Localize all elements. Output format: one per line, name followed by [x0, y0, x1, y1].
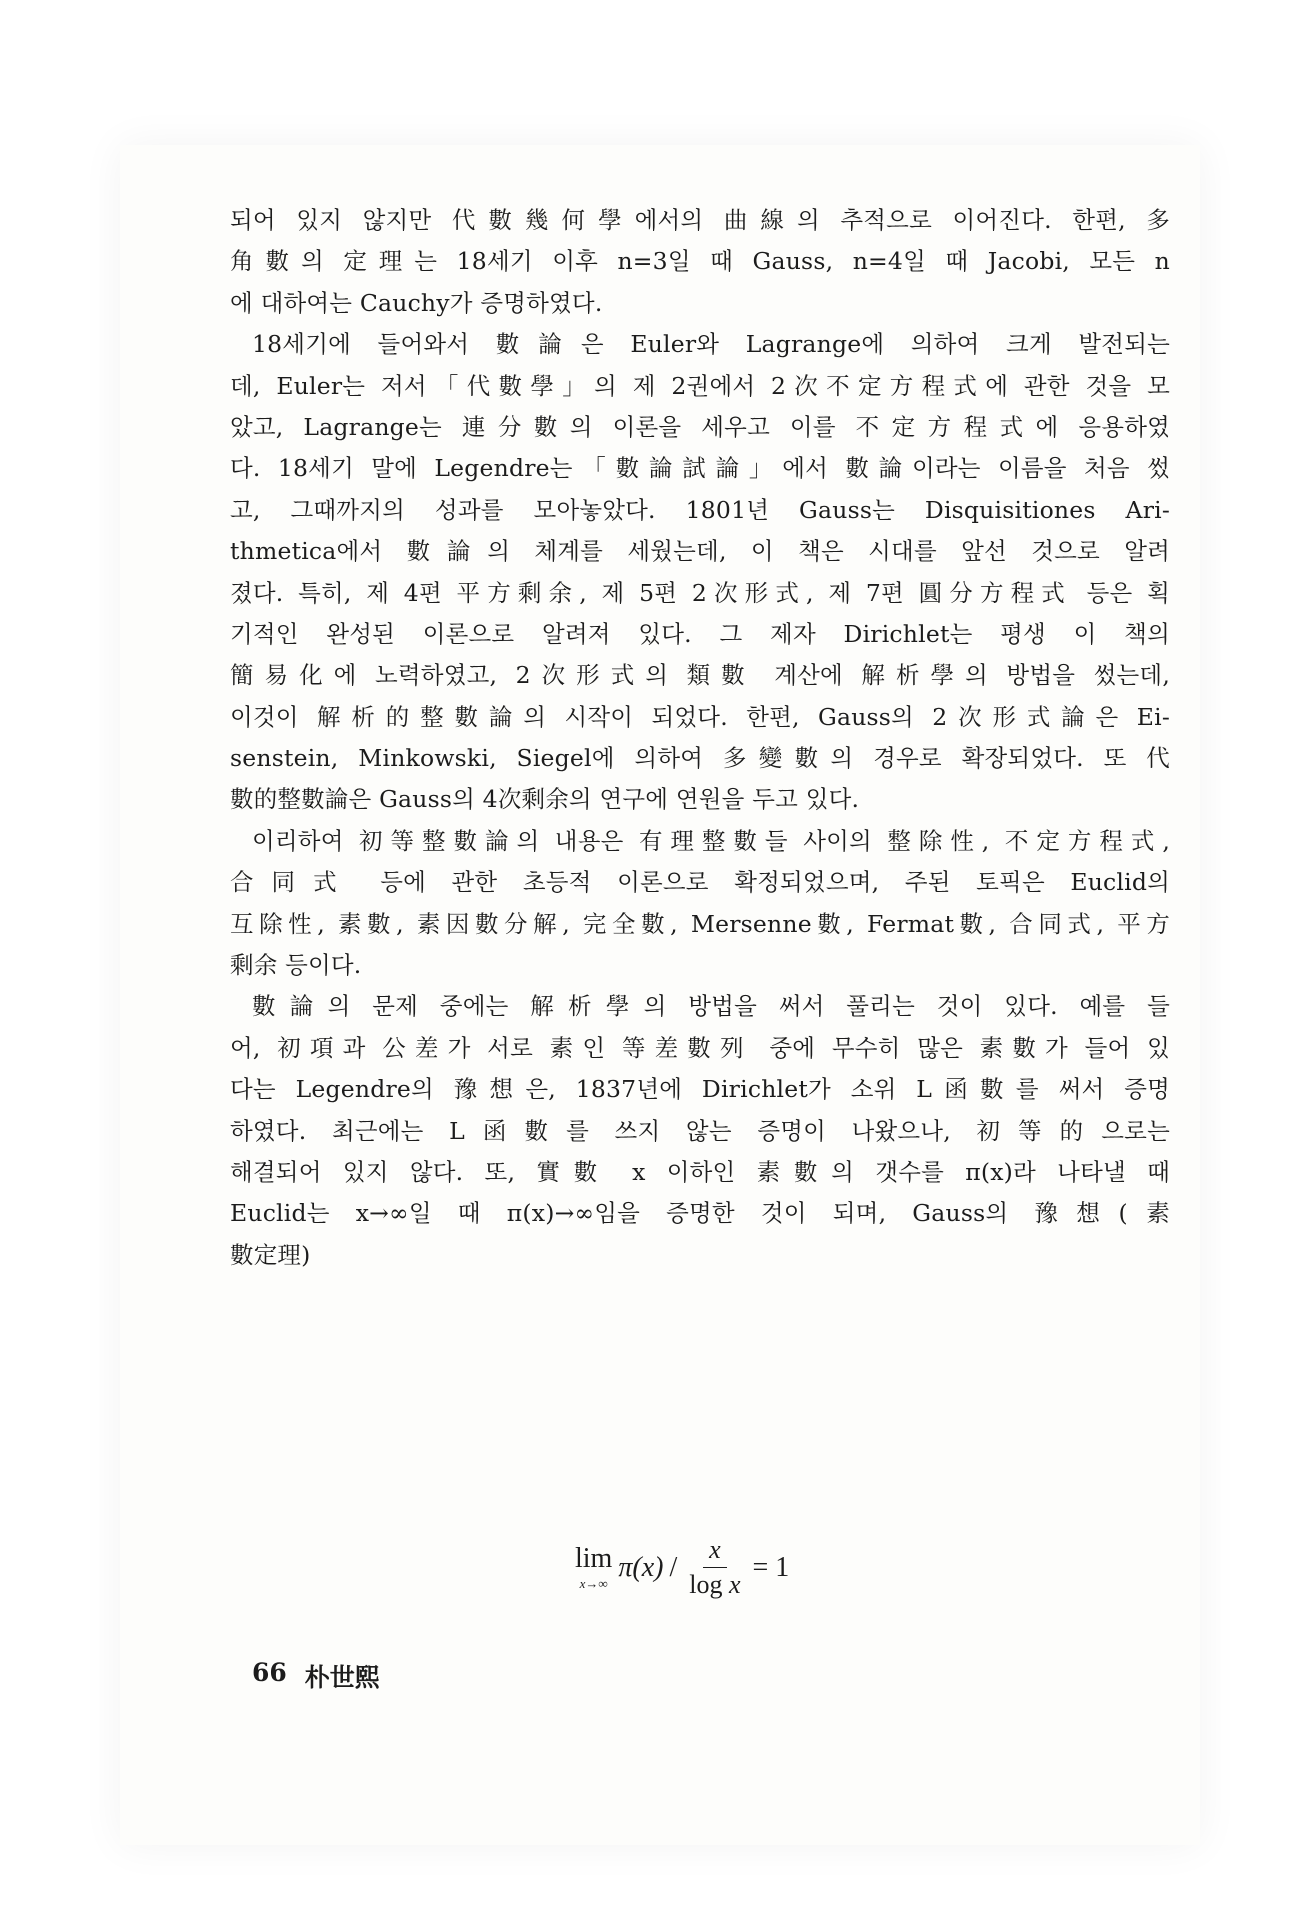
text-line: 데, Euler는 저서「代數學」의 제 2권에서 2次不定方程式에 관한 것을 모 — [230, 371, 1170, 400]
text-line: thmetica에서 數論의 체계를 세웠는데, 이 책은 시대를 앞선 것으로 알려 — [230, 537, 1170, 566]
text-line: 되어 있지 않지만 代數幾何學에서의 曲線의 추적으로 이어진다. 한편, 多 — [230, 206, 1170, 234]
text-line: 數定理) — [230, 1240, 311, 1269]
text-line: 數論의 문제 중에는 解析學의 방법을 써서 풀리는 것이 있다. 예를 들 — [252, 992, 1170, 1021]
page-number: 66 — [252, 1658, 287, 1687]
text-line: 簡易化에 노력하였고, 2次形式의 類數 계산에 解析學의 방법을 썼는데, — [230, 661, 1170, 690]
text-line: 하였다. 최근에는 L函數를 쓰지 않는 증명이 나왔으나, 初等的으로는 — [230, 1116, 1170, 1145]
text-line: 角數의 定理는 18세기 이후 n=3일 때 Gauss, n=4일 때 Jacobi, 모든 n — [230, 247, 1170, 276]
text-line: 았고, Lagrange는 連分數의 이론을 세우고 이를 不定方程式에 응용하였 — [230, 412, 1170, 441]
prime-counting-function: π(x) — [618, 1551, 664, 1583]
division-slash: / — [669, 1551, 678, 1583]
body-text — [230, 200, 1170, 1276]
author-name: 朴世熙 — [304, 1663, 380, 1692]
log-word: log — [689, 1570, 723, 1599]
text-line: 數的整數論은 Gauss의 4次剩余의 연구에 연원을 두고 있다. — [230, 785, 860, 814]
text-line: 졌다. 특히, 제 4편 平方剩余, 제 5편 2次形式, 제 7편 圓分方程式 등은 획 — [230, 578, 1170, 607]
equals-one: = 1 — [752, 1551, 790, 1583]
log-variable: x — [728, 1570, 741, 1599]
text-line: 기적인 완성된 이론으로 알려져 있다. 그 제자 Dirichlet는 평생 이 책의 — [230, 619, 1170, 648]
text-line: 다. 18세기 말에 Legendre는「數論試論」에서 數論이라는 이름을 처음 썼 — [230, 454, 1170, 483]
text-line: Euclid는 x→∞일 때 π(x)→∞임을 증명한 것이 되며, Gauss의 豫想(素 — [230, 1199, 1170, 1228]
text-line: 이것이 解析的整數論의 시작이 되었다. 한편, Gauss의 2次形式論은 Ei- — [230, 702, 1170, 731]
lim-word: lim — [575, 1543, 613, 1574]
text-line: 고, 그때까지의 성과를 모아놓았다. 1801년 Gauss는 Disquisitiones Ari- — [230, 495, 1170, 524]
text-line: 18세기에 들어와서 數論은 Euler와 Lagrange에 의하여 크게 발전되는 — [252, 330, 1170, 359]
fraction-numerator: x — [703, 1535, 727, 1568]
text-line: 互除性, 素數, 素因數分解, 完全數, Mersenne數, Fermat數, 合同式, 平方 — [230, 909, 1170, 938]
page-footer — [252, 1658, 380, 1694]
lim-subscript: x→∞ — [579, 1576, 608, 1591]
text-line: 다는 Legendre의 豫想은, 1837년에 Dirichlet가 소위 L函數를 써서 증명 — [230, 1075, 1170, 1104]
fraction — [689, 1535, 740, 1600]
text-line: 에 대하여는 Cauchy가 증명하였다. — [230, 288, 603, 317]
text-line: senstein, Minkowski, Siegel에 의하여 多變數의 경우로 확장되었다. 또 代 — [230, 744, 1170, 773]
prime-number-theorem-formula — [575, 1535, 789, 1600]
text-line: 이리하여 初等整數論의 내용은 有理整數들 사이의 整除性, 不定方程式, — [252, 826, 1170, 855]
limit-operator — [575, 1545, 612, 1590]
text-line: 어, 初項과 公差가 서로 素인 等差數列 중에 무수히 많은 素數가 들어 있 — [230, 1033, 1170, 1062]
text-line: 合同式 등에 관한 초등적 이론으로 확정되었으며, 주된 토픽은 Euclid의 — [230, 868, 1170, 897]
text-line: 해결되어 있지 않다. 또, 實數 x 이하인 素數의 갯수를 π(x)라 나타낼 때 — [230, 1157, 1170, 1186]
fraction-denominator — [689, 1568, 740, 1600]
text-line: 剩余 등이다. — [230, 951, 362, 980]
